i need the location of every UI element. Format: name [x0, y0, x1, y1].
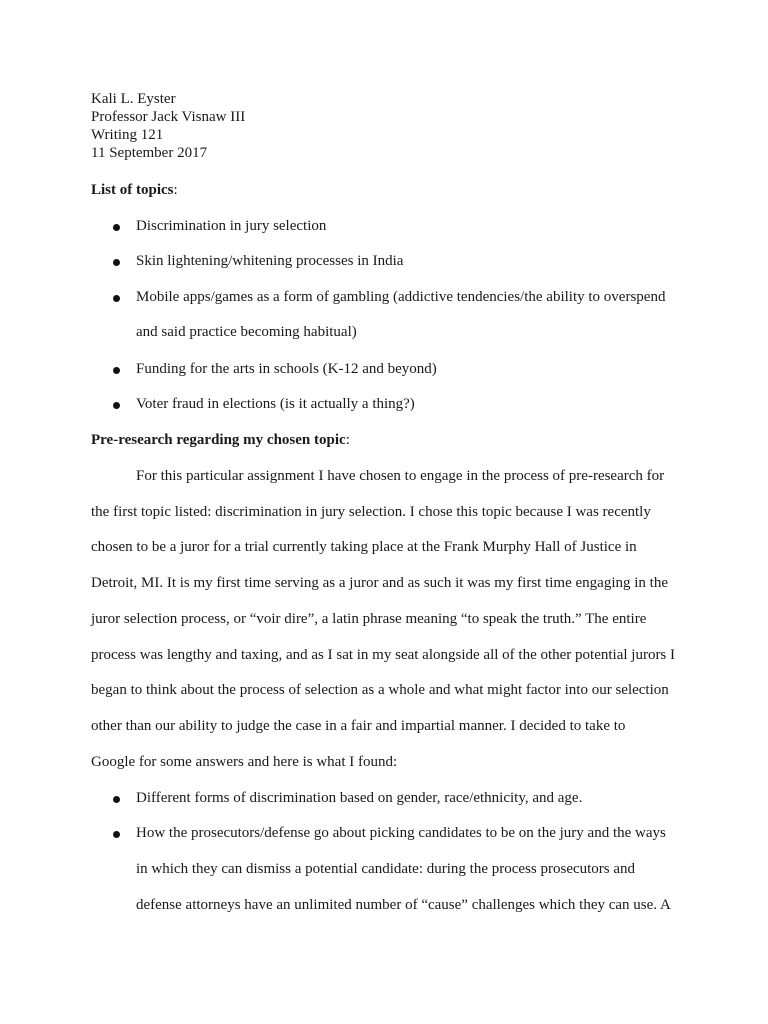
finding-item-continuation: in which they can dismiss a potential candidate: during the process prosecutors and	[136, 861, 636, 877]
preresearch-heading-text: Pre-research regarding my chosen topic	[91, 432, 346, 448]
bullet-dot	[113, 796, 120, 803]
bullet-dot	[113, 224, 120, 231]
paragraph-line: began to think about the process of selection as a whole and what might factor into our selection	[91, 682, 669, 698]
finding-item-continuation: defense attorneys have an unlimited number of “cause” challenges which they can use. A	[136, 897, 671, 913]
topic-item: Mobile apps/games as a form of gambling (addictive tendencies/the ability to overspend	[136, 289, 666, 305]
paragraph-line: Detroit, MI. It is my first time serving as a juror and as such it was my first time engaging in the	[91, 575, 668, 591]
document-header	[91, 90, 245, 162]
paragraph-line: process was lengthy and taxing, and as I sat in my seat alongside all of the other potential jurors I	[91, 647, 676, 663]
bullet-dot	[113, 259, 120, 266]
bullet-dot	[113, 367, 120, 374]
preresearch-heading	[91, 432, 350, 449]
paragraph-line: juror selection process, or “voir dire”, a latin phrase meaning “to speak the truth.” The entire	[91, 611, 647, 627]
professor-name: Professor Jack Visnaw III	[91, 109, 246, 125]
topic-item: Discrimination in jury selection	[136, 218, 327, 234]
topic-item-continuation: and said practice becoming habitual)	[136, 324, 357, 340]
topics-heading	[91, 182, 178, 199]
bullet-dot	[113, 402, 120, 409]
course-name: Writing 121	[91, 127, 164, 143]
paragraph-line: For this particular assignment I have chosen to engage in the process of pre-research for	[136, 468, 665, 484]
topics-heading-colon: :	[173, 182, 178, 198]
paragraph-line: Google for some answers and here is what I found:	[91, 754, 398, 770]
document-date: 11 September 2017	[91, 145, 208, 161]
finding-item: Different forms of discrimination based on gender, race/ethnicity, and age.	[136, 790, 583, 806]
topic-item: Voter fraud in elections (is it actually a thing?)	[136, 396, 415, 412]
paragraph-line: the first topic listed: discrimination in jury selection. I chose this topic because I was recently	[91, 504, 651, 520]
paragraph-line: other than our ability to judge the case in a fair and impartial manner. I decided to take to	[91, 718, 626, 734]
topic-item: Funding for the arts in schools (K-12 and beyond)	[136, 361, 437, 377]
author-name: Kali L. Eyster	[91, 91, 176, 107]
bullet-dot	[113, 831, 120, 838]
finding-item: How the prosecutors/defense go about picking candidates to be on the jury and the ways	[136, 825, 666, 841]
bullet-dot	[113, 295, 120, 302]
preresearch-heading-colon: :	[345, 432, 350, 448]
topic-item: Skin lightening/whitening processes in India	[136, 253, 404, 269]
topics-heading-text: List of topics	[91, 182, 174, 198]
paragraph-line: chosen to be a juror for a trial currently taking place at the Frank Murphy Hall of Justice in	[91, 539, 637, 555]
